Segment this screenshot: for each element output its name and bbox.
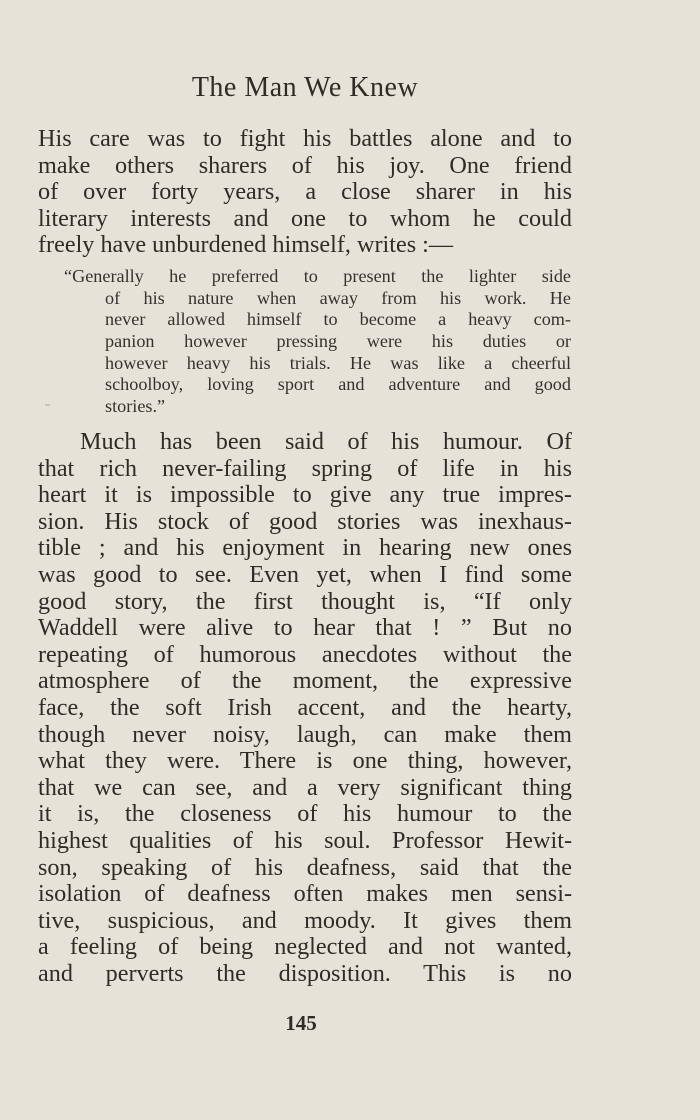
text-line: isolation of deafness often makes men sensi- bbox=[38, 880, 572, 908]
text-line: tible ; and his enjoyment in hearing new ones bbox=[38, 534, 572, 562]
page-number: 145 bbox=[285, 1011, 317, 1035]
quote-line: however heavy his trials. He was like a cheerful bbox=[105, 352, 571, 373]
text-line: son, speaking of his deafness, said that the bbox=[38, 853, 572, 881]
quote-line: never allowed himself to become a heavy com- bbox=[105, 309, 571, 330]
text-line: freely have unburdened himself, writes :— bbox=[38, 231, 454, 259]
paragraph-1 bbox=[38, 126, 572, 259]
text-line: sion. His stock of good stories was inexhaus- bbox=[38, 507, 572, 535]
quote-line: panion however pressing were his duties or bbox=[105, 331, 571, 352]
quote-line: schoolboy, loving sport and adventure and good bbox=[105, 374, 571, 395]
text-line: His care was to fight his battles alone and to bbox=[38, 125, 572, 152]
running-title: The Man We Knew bbox=[191, 72, 419, 103]
text-line: that we can see, and a very significant thing bbox=[38, 773, 572, 801]
text-line: what they were. There is one thing, however, bbox=[38, 747, 572, 775]
text-line: repeating of humorous anecdotes without the bbox=[38, 640, 572, 668]
text-line: a feeling of being neglected and not wanted, bbox=[38, 933, 572, 961]
text-line: face, the soft Irish accent, and the hearty, bbox=[38, 693, 572, 721]
text-line: good story, the first thought is, “If only bbox=[38, 587, 572, 615]
quote-line: of his nature when away from his work. He bbox=[105, 287, 571, 308]
text-line: it is, the closeness of his humour to the bbox=[38, 800, 572, 828]
text-line: literary interests and one to whom he could bbox=[38, 204, 572, 232]
text-line: make others sharers of his joy. One friend bbox=[38, 151, 572, 179]
text-line: atmosphere of the moment, the expressive bbox=[38, 667, 572, 695]
text-line: was good to see. Even yet, when I find some bbox=[38, 560, 572, 588]
text-line: tive, suspicious, and moody. It gives them bbox=[38, 906, 572, 934]
text-line: that rich never-failing spring of life in his bbox=[38, 454, 572, 482]
text-line: heart it is impossible to give any true impres- bbox=[38, 481, 572, 509]
text-line: Waddell were alive to hear that ! ” But no bbox=[38, 614, 572, 642]
quote-line: “Generally he preferred to present the lighter side bbox=[64, 266, 571, 286]
text-line: of over forty years, a close sharer in his bbox=[38, 178, 572, 206]
block-quotation bbox=[64, 266, 571, 418]
text-line: highest qualities of his soul. Professor Hewit- bbox=[38, 826, 572, 854]
text-line: though never noisy, laugh, can make them bbox=[38, 720, 572, 748]
text-line: and perverts the disposition. This is no bbox=[38, 959, 572, 987]
paragraph-2 bbox=[38, 429, 572, 987]
quote-line: stories.” bbox=[105, 396, 166, 417]
paper-speck bbox=[45, 404, 50, 406]
text-line: Much has been said of his humour. Of bbox=[80, 428, 572, 455]
